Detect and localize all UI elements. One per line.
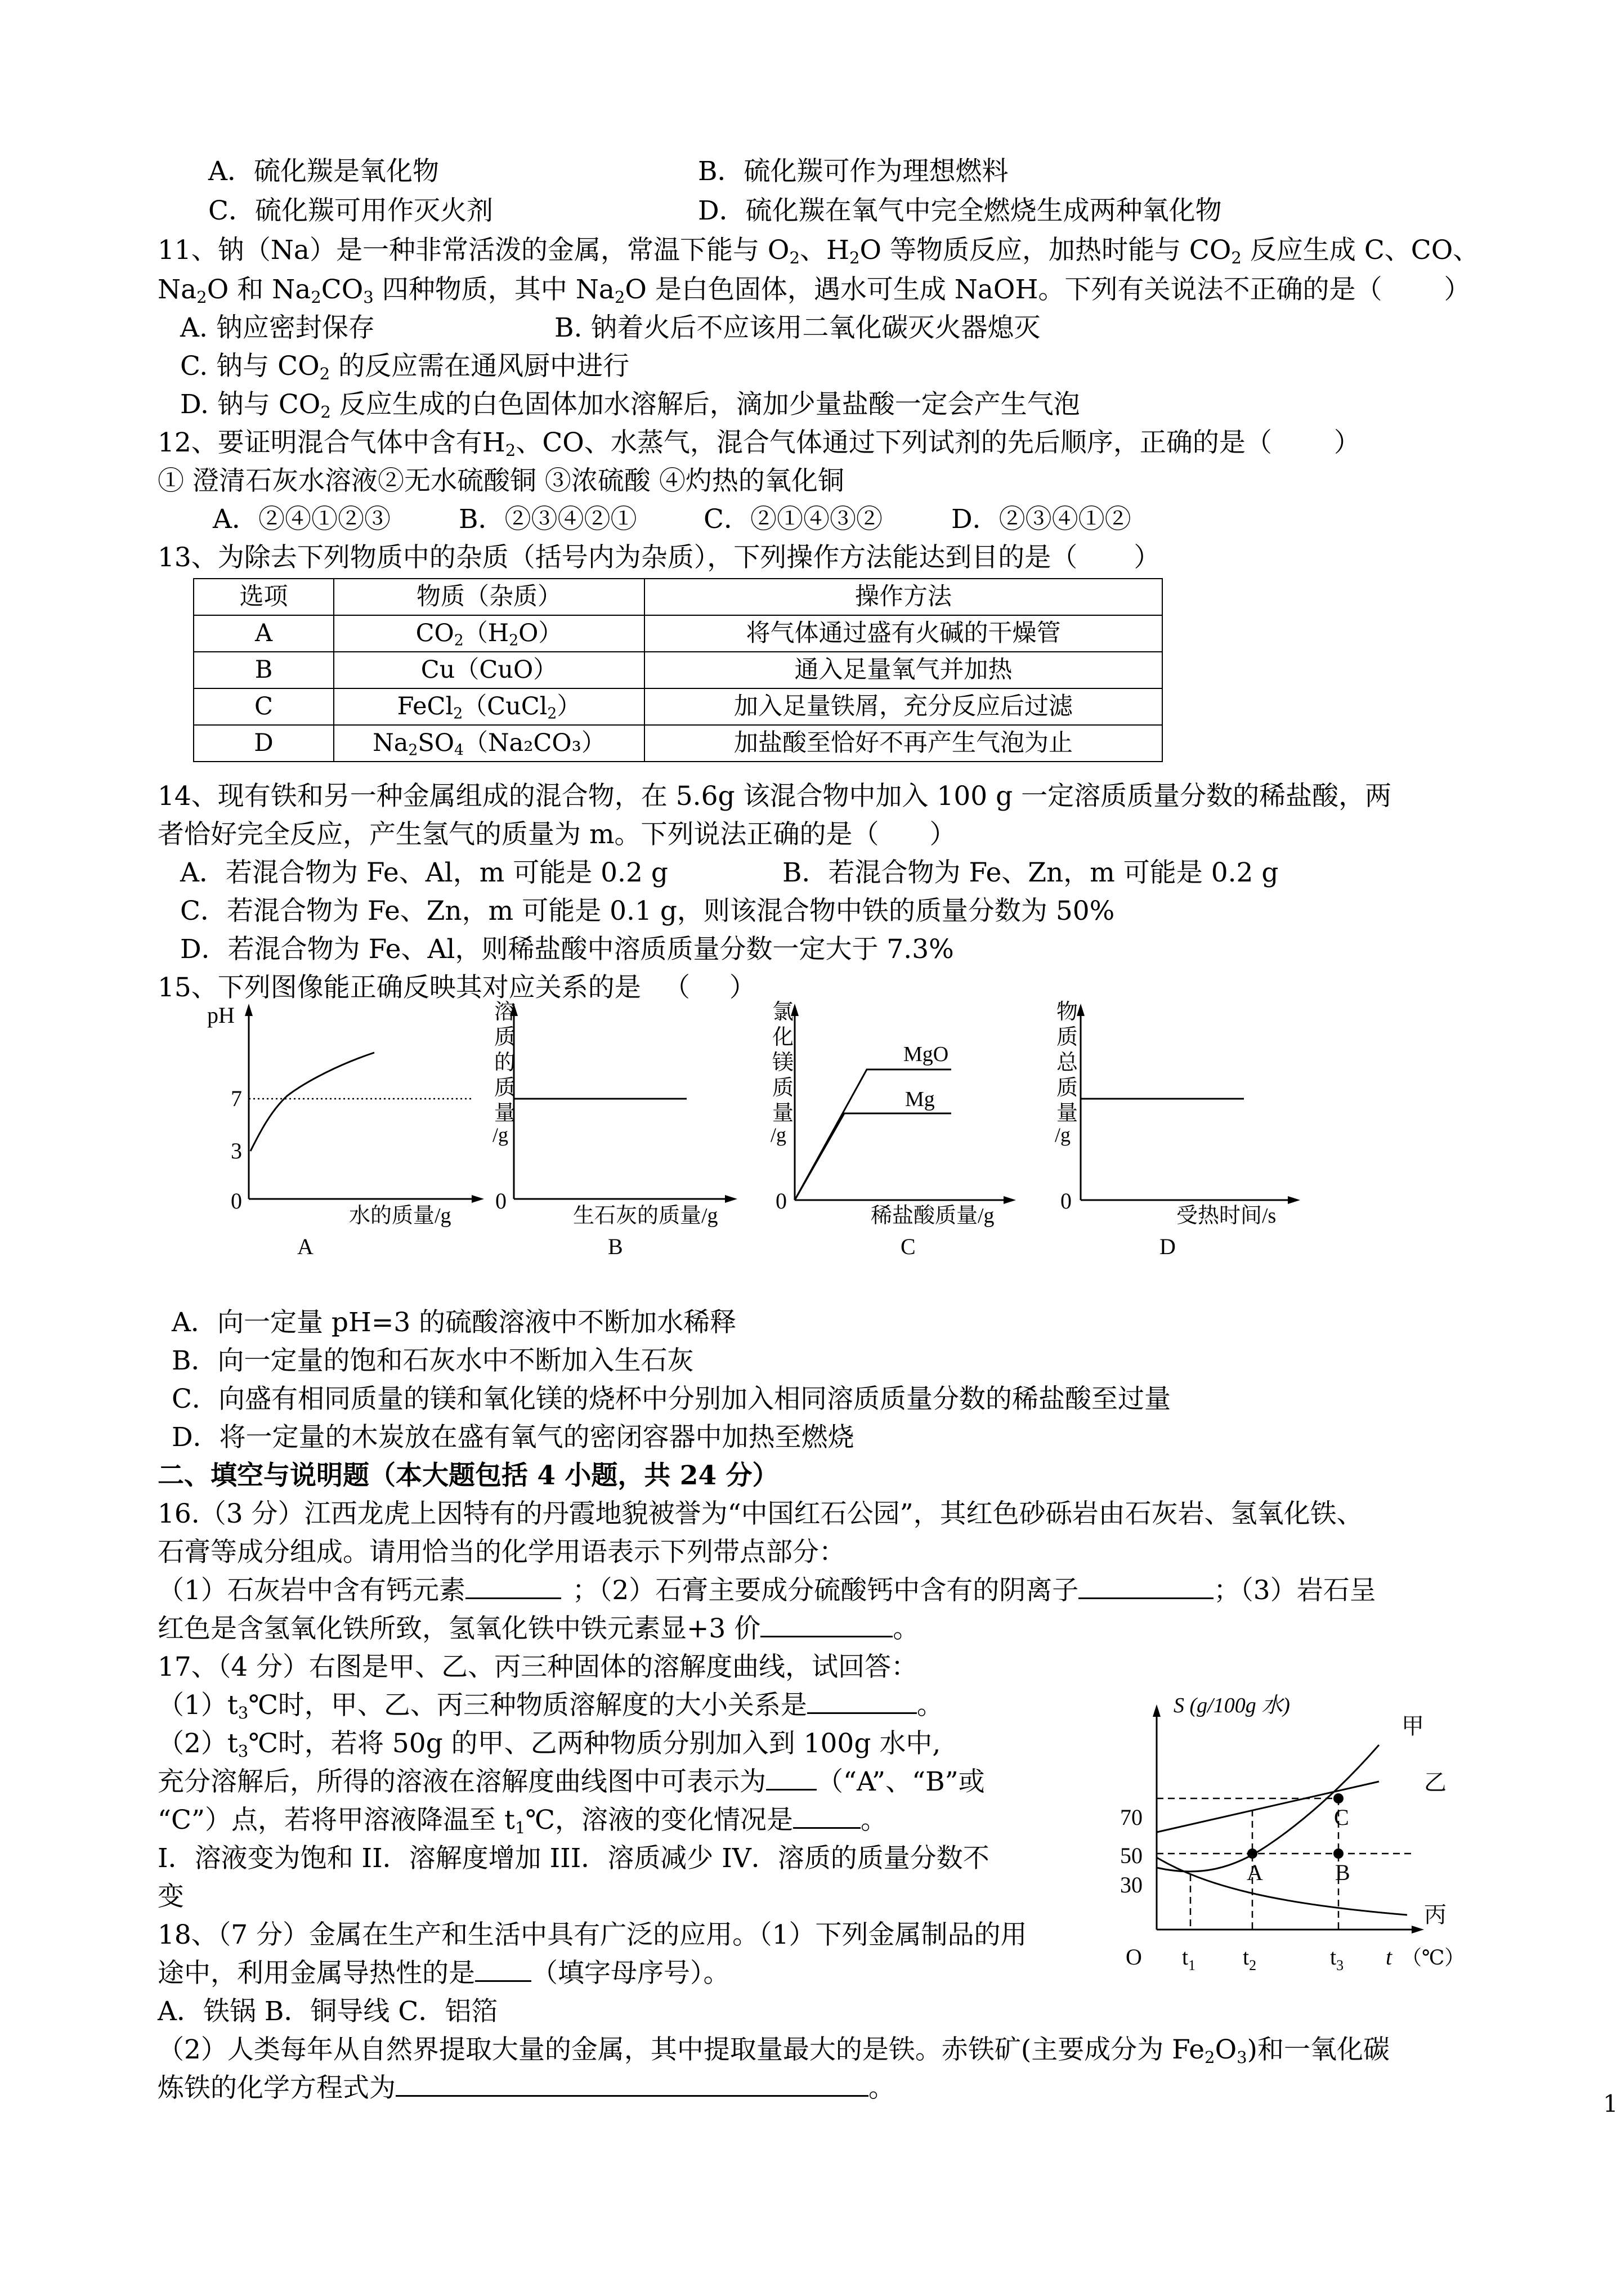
ph-curve <box>250 1053 374 1151</box>
tick-7: 7 <box>231 1086 242 1111</box>
caption: D <box>1159 1234 1176 1259</box>
q15-option-c: C．向盛有相同质量的镁和氧化镁的烧杯中分别加入相同溶质质量分数的稀盐酸至过量 <box>172 1384 1171 1415</box>
origin-label: O <box>1126 1944 1142 1970</box>
y-arrow-icon <box>1153 1704 1161 1717</box>
q12-option-c: C．②①④③② <box>704 504 883 535</box>
origin-label: 0 <box>231 1188 242 1214</box>
point-c-marker <box>1333 1793 1344 1803</box>
caption: C <box>901 1234 916 1259</box>
y-label: pH <box>207 1002 235 1028</box>
y-label-char: /g <box>492 1124 509 1146</box>
q14-option-d: D．若混合物为 Fe、Al，则稀盐酸中溶质质量分数一定大于 7.3% <box>180 934 954 965</box>
table-cell-option: C <box>194 688 334 725</box>
graph-a <box>197 999 501 1261</box>
q11-option-d: D. 钠与 $CO_2$ 反应生成的白色固体加水溶解后，滴加少量盐酸一定会产生气泡 <box>180 389 1080 422</box>
q18-line4: （2）人类每年从自然界提取大量的金属，其中提取量最大的是铁。赤铁矿(主要成分为 $Fe_2O_3$)和一氧化碳 <box>158 2034 1390 2067</box>
y-arrow-icon <box>1077 1004 1085 1016</box>
table-cell-method: 将气体通过盛有火碱的干燥管 <box>644 615 1162 652</box>
q18-line2: 途中，利用金属导热性的是 （填字母序号）。 <box>158 1958 730 1989</box>
table-cell-method: 通入足量氧气并加热 <box>644 652 1162 688</box>
x-label-unit: （℃） <box>1401 1946 1465 1969</box>
table-cell-substance: Cu（CuO） <box>334 652 644 688</box>
point-a-marker <box>1247 1849 1257 1859</box>
y-label-char: 的 <box>494 1051 516 1075</box>
x-label: 稀盐酸质量/g <box>871 1204 995 1228</box>
table-header: 选项 <box>194 579 334 615</box>
y-tick-50: 50 <box>1120 1843 1143 1868</box>
q15-option-a: A．向一定量 pH=3 的硫酸溶液中不断加水稀释 <box>172 1307 737 1338</box>
q11-stem-line2: $Na_2O$ 和 $Na_2CO_3$ 四种物质，其中 $Na_2O$ 是白色固体，遇水可生成 NaOH。下列有关说法不正确的是（ ） <box>158 274 1471 307</box>
table-row <box>194 725 1162 762</box>
x-arrow-icon <box>1288 1196 1300 1204</box>
table-header: 操作方法 <box>644 579 1162 615</box>
q12-option-b: B．②③④②① <box>459 504 637 535</box>
table-header: 物质（杂质） <box>334 579 644 615</box>
q12-option-a: A．②④①②③ <box>213 504 391 535</box>
graph-d <box>1041 991 1311 1261</box>
q16-line4: 红色是含氢氧化铁所致，氢氧化铁中铁元素显+3 价 。 <box>158 1613 920 1644</box>
x-arrow-icon <box>1412 1926 1424 1934</box>
q10-option-c: C．硫化羰可用作灭火剂 <box>208 195 493 226</box>
q14-stem-line1: 14、现有铁和另一种金属组成的混合物，在 5.6g 该混合物中加入 100 g 一定溶质质量分数的稀盐酸，两 <box>158 781 1392 812</box>
q18-options: A．铁锅 B．铜导线 C．铝箔 <box>158 1996 498 2027</box>
q12-reagents: ① 澄清石灰水溶液②无水硫酸铜 ③浓硫酸 ④灼热的氧化铜 <box>158 466 844 496</box>
y-label-char: 氯 <box>772 1000 794 1024</box>
x-arrow-icon <box>1004 1196 1016 1204</box>
point-c-label: C <box>1334 1805 1349 1830</box>
q13-stem: 13、为除去下列物质中的杂质（括号内为杂质），下列操作方法能达到目的是（ ） <box>158 542 1161 573</box>
q11-option-b: B. 钠着火后不应该用二氧化碳灭火器熄灭 <box>554 312 1041 343</box>
caption: A <box>297 1234 314 1259</box>
x-label: 受热时间/s <box>1176 1204 1277 1228</box>
q14-stem-line2: 者恰好完全反应，产生氢气的质量为 m。下列说法正确的是（ ） <box>158 819 956 850</box>
table-cell-substance: $CO_2(H_2O)$ <box>334 615 644 652</box>
table-row <box>194 688 1162 725</box>
y-label-char: /g <box>1055 1124 1071 1146</box>
y-label-char: 总 <box>1056 1051 1078 1075</box>
caption: B <box>608 1234 623 1259</box>
q11-option-c: C. 钠与 $CO_2$ 的反应需在通风厨中进行 <box>180 351 630 384</box>
answer-blank[interactable] <box>760 1613 893 1637</box>
q17-line2: $(1)t_3℃$时，甲、乙、丙三种物质溶解度的大小关系是 。 <box>158 1690 943 1723</box>
answer-blank[interactable] <box>807 1690 917 1714</box>
answer-blank[interactable] <box>396 2073 868 2097</box>
q16-line2: 石膏等成分组成。请用恰当的化学用语表示下列带点部分： <box>158 1537 845 1568</box>
q17-line6: I．溶液变为饱和 II．溶解度增加 III．溶质减少 IV．溶质的质量分数不 <box>158 1843 989 1874</box>
y-label-char: 量 <box>1056 1102 1078 1125</box>
origin-label: 0 <box>776 1188 787 1214</box>
q18-line1: 18、（7 分）金属在生产和生活中具有广泛的应用。（1）下列金属制品的用 <box>158 1919 1027 1950</box>
q15-option-d: D．将一定量的木炭放在盛有氧气的密闭容器中加热至燃烧 <box>172 1422 854 1453</box>
q10-option-d: D．硫化羰在氧气中完全燃烧生成两种氧化物 <box>698 195 1222 226</box>
q13-table <box>193 578 1163 762</box>
q17-line5: “C”）点，若将甲溶液降温至 $t_1℃$，溶液的变化情况是 。 <box>158 1805 887 1838</box>
table-cell-substance: FeCl$_2$（CuCl$_2$） <box>334 688 644 725</box>
curve-bing <box>1157 1858 1407 1915</box>
q12-stem: 12、要证明混合气体中含有$H_2$、CO、水蒸气，混合气体通过下列试剂的先后顺序，正确的是（ ） <box>158 427 1360 460</box>
mgo-label: MgO <box>903 1042 949 1066</box>
graph-c <box>760 991 1030 1261</box>
y-arrow-icon <box>245 1004 253 1016</box>
x-arrow-icon <box>725 1195 737 1203</box>
table-cell-option: D <box>194 725 334 762</box>
y-label-char: 化 <box>772 1026 794 1049</box>
label-bing: 丙 <box>1424 1902 1447 1927</box>
table-cell-substance: $Na_2SO_4(Na_2CO_3)$ <box>334 725 644 762</box>
point-a-label: A <box>1247 1860 1263 1885</box>
q14-option-c: C．若混合物为 Fe、Zn，m 可能是 0.1 g，则该混合物中铁的质量分数为 50% <box>180 896 1115 927</box>
y-label-char: 量 <box>494 1102 516 1125</box>
y-label-char: 质 <box>772 1076 794 1100</box>
y-tick-70: 70 <box>1120 1805 1143 1830</box>
table-cell-method: 加盐酸至恰好不再产生气泡为止 <box>644 725 1162 762</box>
answer-blank[interactable] <box>1078 1575 1213 1599</box>
y-label-char: 溶 <box>494 1000 516 1024</box>
origin-label: 0 <box>495 1188 507 1214</box>
y-label-char: 物 <box>1056 1000 1078 1024</box>
x-label-t: t <box>1386 1944 1392 1970</box>
q17-line4: 充分溶解后，所得的溶液在溶解度曲线图中可表示为 （“A”、“B”或 <box>158 1766 985 1797</box>
x-arrow-icon <box>472 1195 484 1203</box>
answer-blank[interactable] <box>475 1958 531 1982</box>
table-cell-option: A <box>194 615 334 652</box>
label-jia: 甲 <box>1401 1713 1424 1739</box>
x-label: 水的质量/g <box>349 1204 451 1228</box>
tick-3: 3 <box>231 1138 242 1163</box>
q15-stem: 15、下列图像能正确反映其对应关系的是 （ ） <box>158 972 756 1003</box>
y-label-char: 质 <box>1056 1026 1078 1049</box>
q15-option-b: B．向一定量的饱和石灰水中不断加入生石灰 <box>172 1345 694 1376</box>
answer-blank[interactable] <box>465 1575 561 1599</box>
point-b-label: B <box>1335 1860 1350 1885</box>
table-row <box>194 615 1162 652</box>
q12-option-d: D．②③④①② <box>951 504 1131 535</box>
y-label-char: 质 <box>1056 1076 1078 1100</box>
mg-label: Mg <box>905 1087 935 1111</box>
q11-stem-line1: 11、钠（Na）是一种非常活泼的金属，常温下能与 $O_2$、$H_2O$ 等物质反应，加热时能与 $CO_2$ 反应生成 C、CO、 <box>158 235 1480 268</box>
x-label: 生石灰的质量/g <box>573 1204 718 1228</box>
origin-label: 0 <box>1060 1188 1072 1214</box>
y-label-char: 质 <box>494 1026 516 1049</box>
q16-line3: （1）石灰岩中含有钙元素 ；（2）石膏主要成分硫酸钙中含有的阴离子 ；（3）岩石呈 <box>158 1575 1376 1606</box>
table-cell-method: 加入足量铁屑，充分反应后过滤 <box>644 688 1162 725</box>
q17-line3: $(2)t_3℃$时，若将 50g 的甲、乙两种物质分别加入到 100g 水中, <box>158 1728 941 1761</box>
solubility-graph <box>1103 1683 1497 2015</box>
q14-option-b: B．若混合物为 Fe、Zn，m 可能是 0.2 g <box>782 857 1279 888</box>
section-heading: 二、填空与说明题（本大题包括 4 小题，共 24 分） <box>158 1460 779 1491</box>
q10-option-a: A．硫化羰是氧化物 <box>208 156 439 187</box>
point-b-marker <box>1333 1849 1344 1859</box>
y-label-char: 镁 <box>772 1051 794 1075</box>
q18-line5: 炼铁的化学方程式为 。 <box>158 2073 895 2103</box>
y-label-char: /g <box>771 1124 787 1146</box>
answer-blank[interactable] <box>766 1766 817 1791</box>
label-yi: 乙 <box>1424 1770 1447 1795</box>
tick-t3: $t_3$ <box>1330 1944 1344 1973</box>
table-cell-option: B <box>194 652 334 688</box>
y-label: S (g/100g 水) <box>1174 1694 1290 1717</box>
y-tick-30: 30 <box>1120 1872 1143 1897</box>
answer-blank[interactable] <box>793 1805 861 1829</box>
tick-t1: $t_1$ <box>1182 1944 1196 1973</box>
q17-line1: 17、（4 分）右图是甲、乙、丙三种固体的溶解度曲线，试回答： <box>158 1651 918 1682</box>
table-header-row <box>194 579 1162 615</box>
q10-option-b: B．硫化羰可作为理想燃料 <box>698 156 1009 187</box>
q16-line1: 16.（3 分）江西龙虎上因特有的丹霞地貌被誉为“中国红石公园”，其红色砂砾岩由石灰岩、氢氧化铁、 <box>158 1498 1363 1529</box>
tick-t2: $t_2$ <box>1243 1944 1257 1973</box>
y-label-char: 质 <box>494 1076 516 1100</box>
q14-option-a: A．若混合物为 Fe、Al，m 可能是 0.2 g <box>180 857 668 888</box>
q17-line7: 变 <box>158 1881 184 1912</box>
graph-b <box>484 991 749 1261</box>
page-number: 1 <box>1603 2090 1618 2118</box>
q11-option-a: A. 钠应密封保存 <box>180 312 375 343</box>
table-row <box>194 652 1162 688</box>
y-label-char: 量 <box>772 1102 794 1125</box>
